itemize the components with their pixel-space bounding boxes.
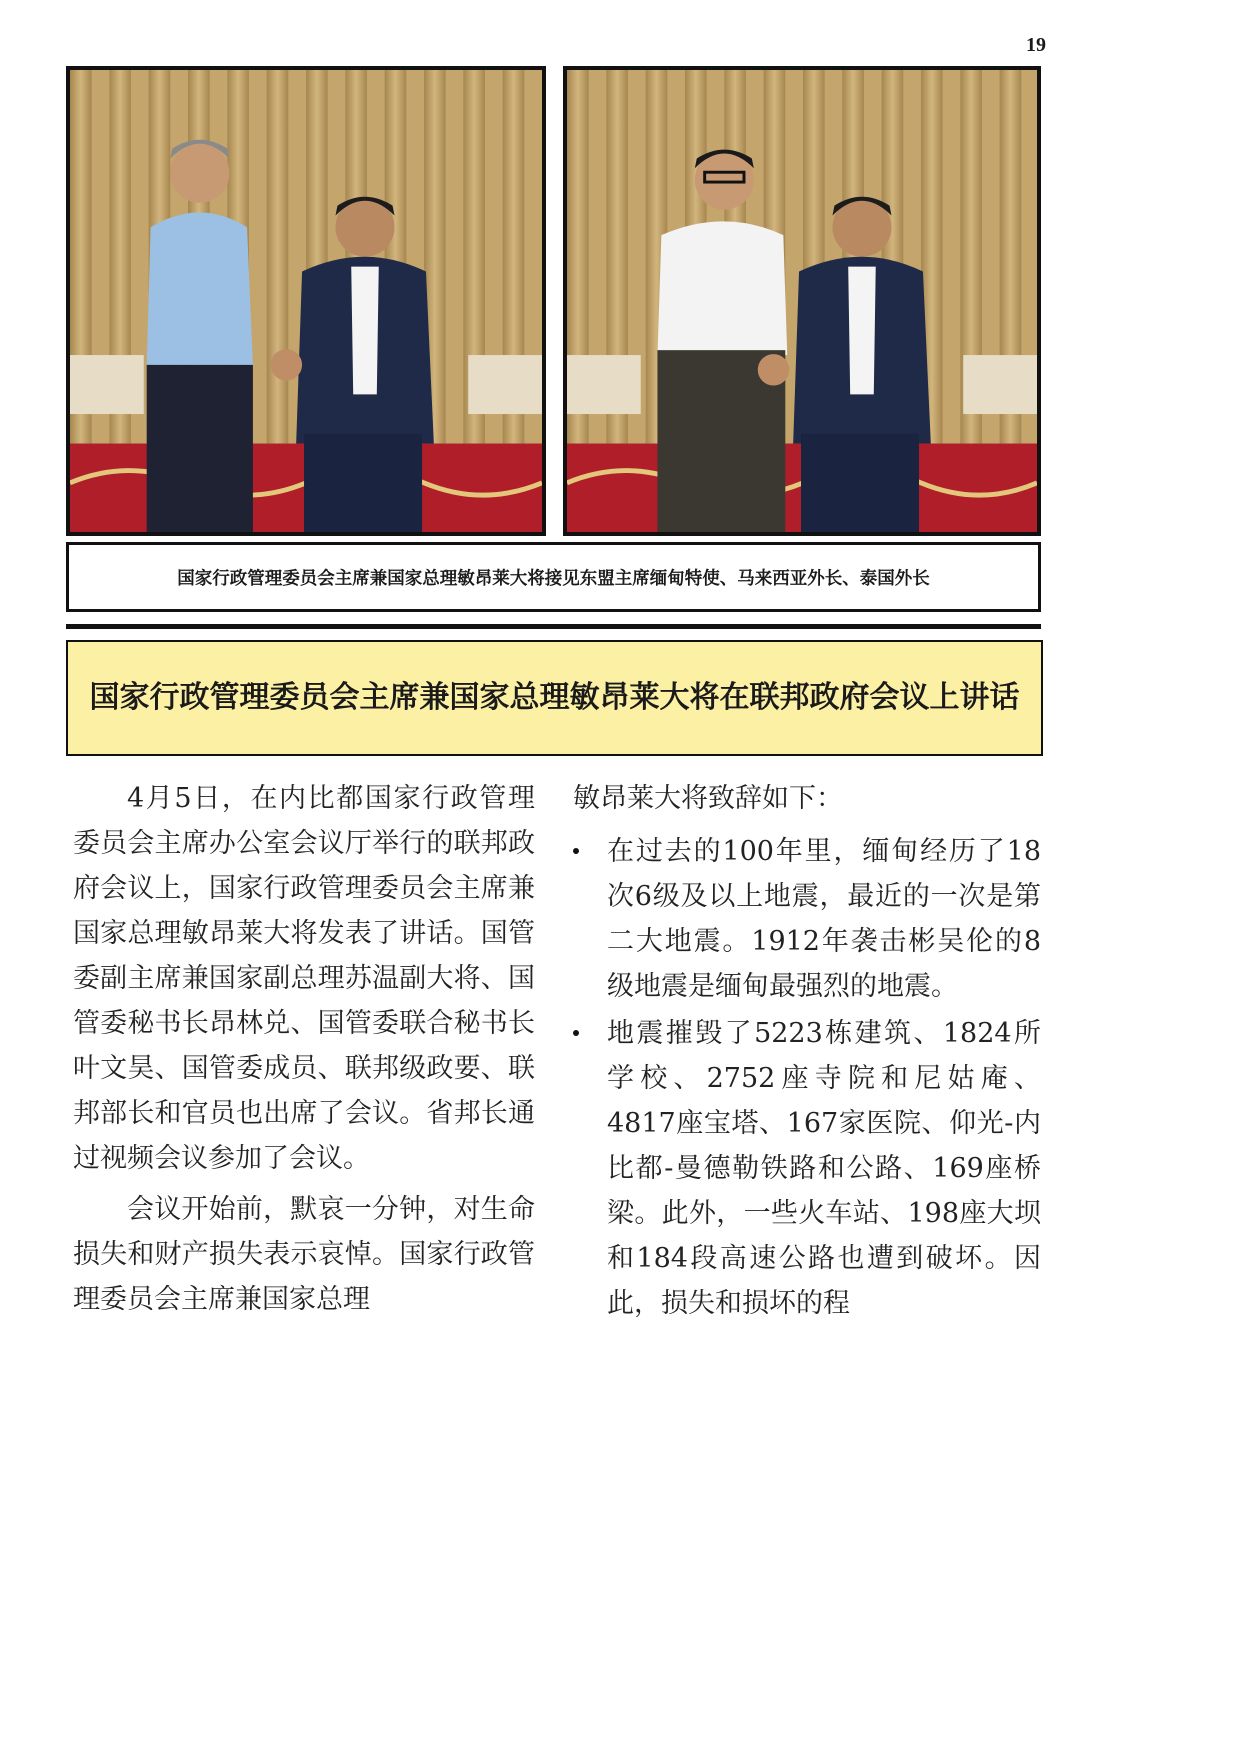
article-paragraph: 会议开始前，默哀一分钟，对生命损失和财产损失表示哀悼。国家行政管理委员会主席兼国家总理 xyxy=(73,1194,535,1315)
article-bullet-list xyxy=(573,829,1041,1326)
bullet-dot-icon xyxy=(573,1030,579,1036)
list-item-text: 地震摧毁了5223栋建筑、1824所学校、2752座寺院和尼姑庵、4817座宝塔、167家医院、仰光-内比都-曼德勒铁路和公路、169座桥梁。此外，一些火车站、198座大坝和184段高速公路也遭到破坏。因此，损失和损坏的程 xyxy=(607,1018,1041,1319)
list-item xyxy=(573,1011,1041,1326)
article-paragraph: 4月5日，在内比都国家行政管理委员会主席办公室会议厅举行的联邦政府会议上，国家行政管理委员会主席兼国家总理敏昂莱大将发表了讲话。国管委副主席兼国家副总理苏温副大将、国管委秘书长昂林兑、国管委联合秘书长叶文昊、国管委成员、联邦级政要、联邦部长和官员也出席了会议。省邦长通过视频会议参加了会议。 xyxy=(73,783,535,1174)
meeting-photo-right xyxy=(563,66,1041,536)
list-item-text: 在过去的100年里，缅甸经历了18次6级及以上地震，最近的一次是第二大地震。1912年袭击彬吴伦的8级地震是缅甸最强烈的地震。 xyxy=(607,836,1041,1002)
article-column-right xyxy=(573,776,1041,1328)
list-item xyxy=(573,829,1041,1009)
article-column-left xyxy=(73,776,535,1322)
section-divider xyxy=(66,624,1041,629)
article-headline-box xyxy=(66,640,1043,756)
article-paragraph: 敏昂莱大将致辞如下： xyxy=(573,783,843,814)
photo-left-illustration xyxy=(70,70,542,532)
photo-right-illustration xyxy=(567,70,1037,532)
bullet-dot-icon xyxy=(573,848,579,854)
page-number: 19 xyxy=(1026,34,1046,56)
article-headline: 国家行政管理委员会主席兼国家总理敏昂莱大将在联邦政府会议上讲话 xyxy=(89,680,1020,715)
photo-caption xyxy=(66,542,1041,612)
meeting-photo-left xyxy=(66,66,546,536)
photo-caption-text: 国家行政管理委员会主席兼国家总理敏昂莱大将接见东盟主席缅甸特使、马来西亚外长、泰国外长 xyxy=(177,568,930,589)
